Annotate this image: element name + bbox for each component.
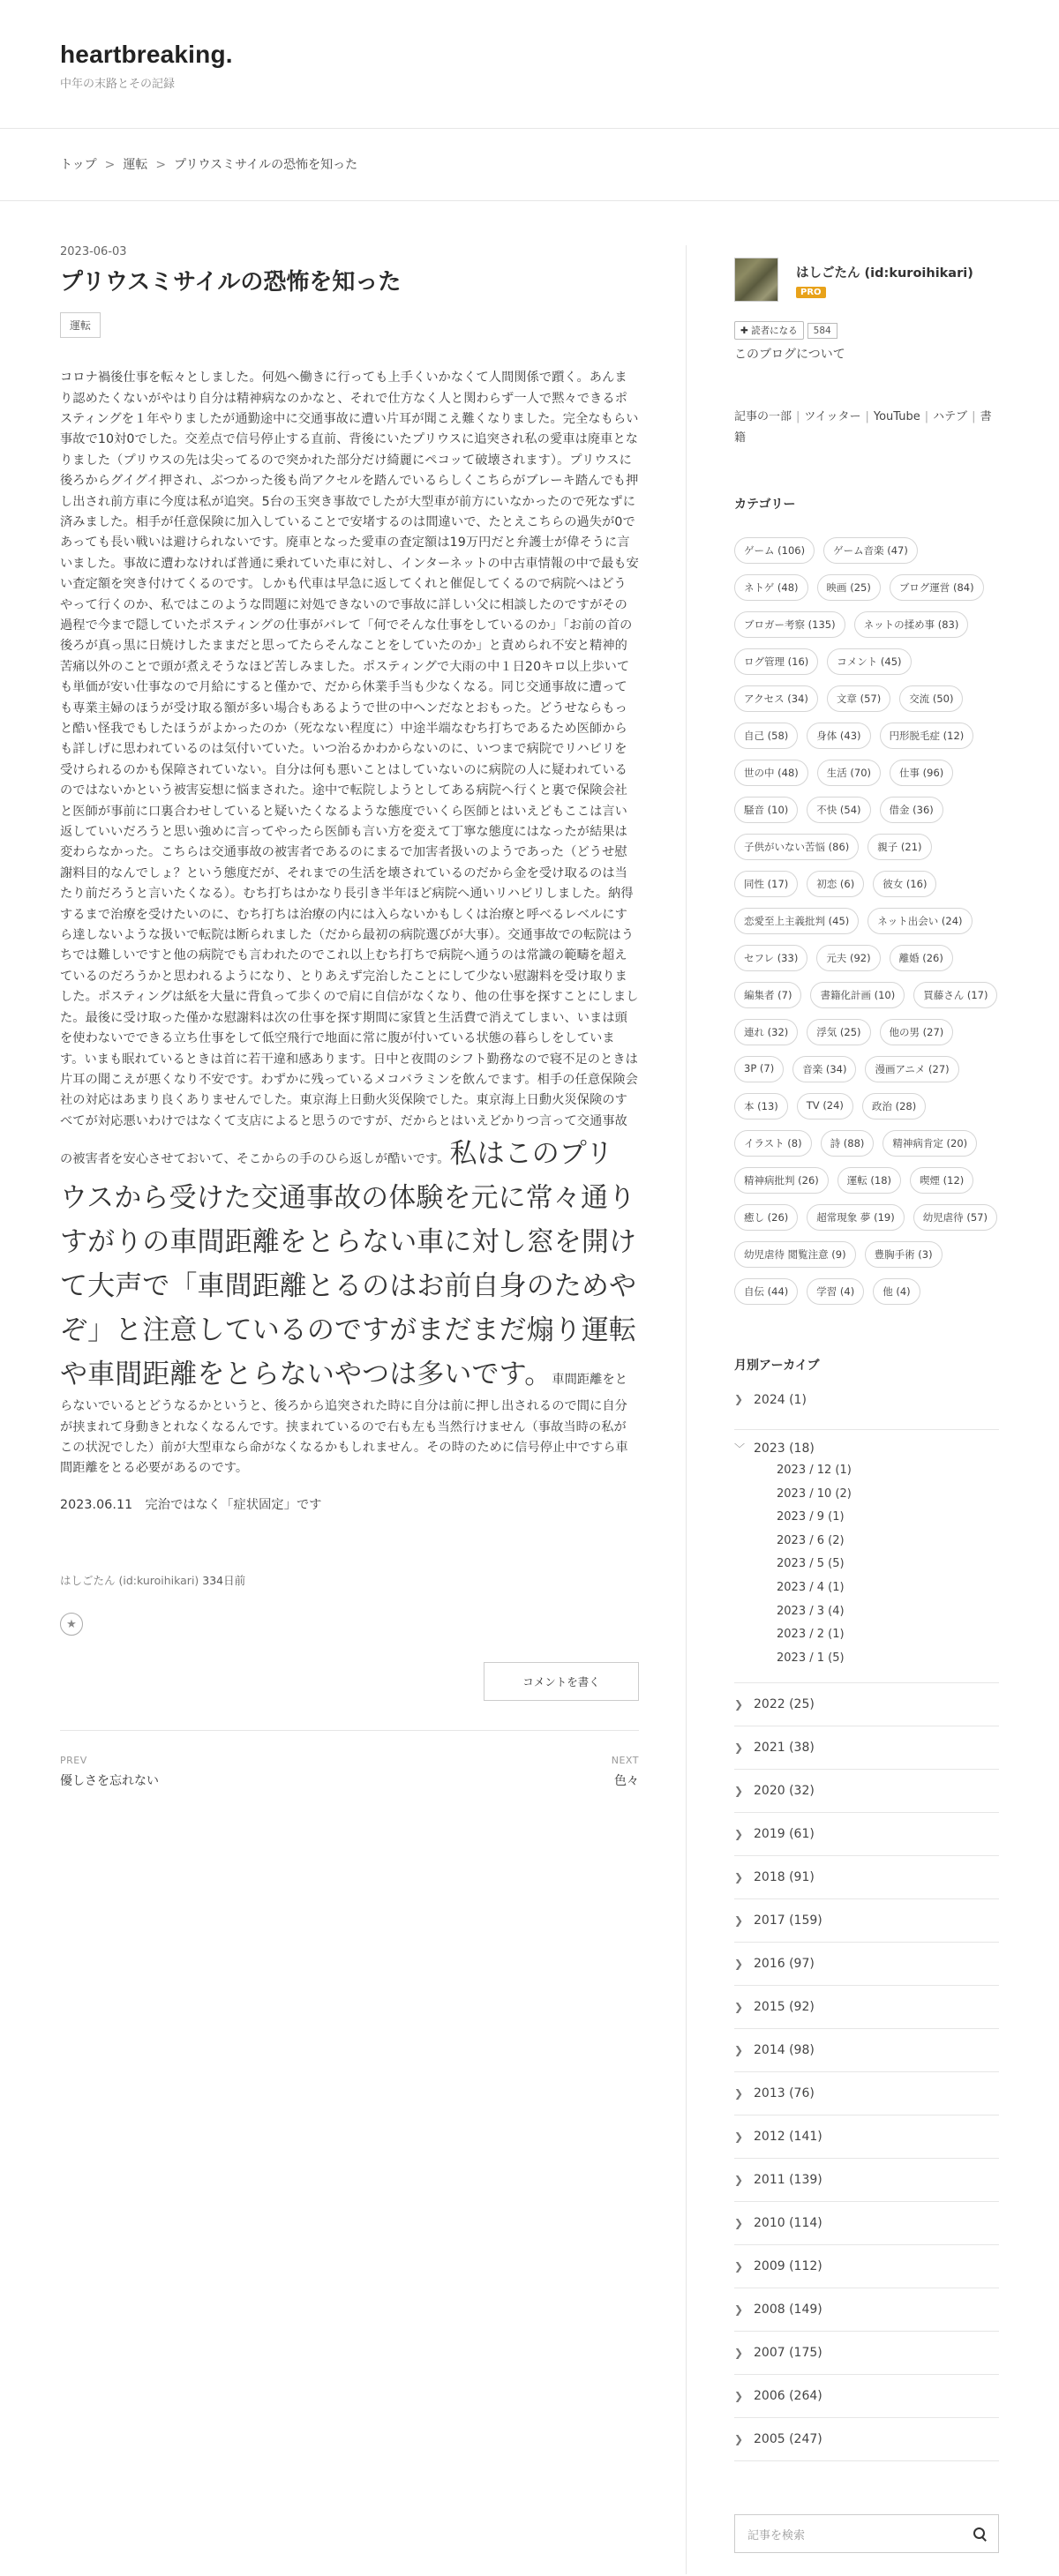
breadcrumb — [0, 129, 1059, 201]
profile-name[interactable]: はしごたん (id:kuroihikari) — [796, 266, 973, 281]
category-chip[interactable]: TV (24) — [797, 1093, 853, 1120]
archive-year-label[interactable]: 2016 (97) — [754, 1957, 815, 1972]
chevron-right-icon: ❯ — [734, 1958, 744, 1971]
chevron-right-icon: ❯ — [734, 1785, 744, 1798]
archive-year-label[interactable]: 2019 (61) — [754, 1827, 815, 1842]
archive-month[interactable]: 2023 / 10 (2) — [777, 1486, 852, 1501]
archive-year[interactable] — [734, 1726, 999, 1770]
category-chip[interactable]: アクセス (34) — [734, 685, 818, 712]
pager-prev-label: PREV — [60, 1755, 87, 1767]
article — [60, 245, 639, 1789]
avatar[interactable] — [734, 258, 778, 302]
archive-month[interactable]: 2023 / 1 (5) — [777, 1651, 845, 1665]
archive-year-label[interactable]: 2008 (149) — [754, 2303, 822, 2318]
category-chip[interactable]: 自己 (58) — [734, 723, 798, 749]
category-chip[interactable]: 身体 (43) — [807, 723, 870, 749]
archive-year-label[interactable]: 2010 (114) — [754, 2216, 822, 2231]
profile — [734, 258, 999, 302]
category-title: カテゴリー — [734, 498, 796, 512]
search-box[interactable] — [734, 2514, 999, 2553]
divider — [60, 1730, 639, 1731]
breadcrumb-top[interactable]: トップ — [60, 158, 97, 172]
category-chip[interactable]: 生活 (70) — [817, 760, 881, 786]
category-chip[interactable]: 運転 (18) — [837, 1167, 901, 1194]
post-category-tag[interactable]: 運転 — [60, 312, 101, 338]
entry-paragraph: コロナ禍後仕事を転々としました。何処へ働きに行っても上手くいかなくて人間関係で躓く。あんまり認めたくないがやはり自分は精神病なのかなと、それで仕方なく人と関わらず一人で黙々できるポスティングを１年やりましたが通勤途中に交通事故に遭い片耳が聞こえ難くなりました。完全なもらい事故で10対0でした。交差点で信号停止する直前、背後にいたプリウスに追突され私の愛車は廃車となりました（プリウスの先は尖ってるので突かれた部分だけ綺麗にペコッて破壊されます）。プリウスに後ろからグイグイ押され、ぶつかった後も尚アクセルを踏んでいるらしくこちらがブレーキ踏んでも押し出され前方車に今度は私が追突。5台の玉突き事故でしたが大型車が前方にいなかったので死なずに済みました。相手が任意保険に加入していることで安堵するのは間違いで、たとえこちらの過失が0であっても長い戦いは避けられないです。廃車となった愛車の査定額は19万円だと弁護士が偉そうに言いました。事故に遭わなければ普通に乗れていた車に対し、インターネットの中古車情報の中で最も安い査定額を突き付けてくるのです。しかも代車は早急に返してくれと催促してくるので病院へはどうやって行くのか、私ではこのような問題に対処できないので事故に詳しい父に相談したのですがその過程で今まで隠していたポスティングの仕事がバレて「何でそんな仕事をしているのか」「お前の首の後ろが真っ黒に日焼けしたままだと思ってたらそんなことをしていたのか」と責められ不安と精神的苦痛以外のことで頭が煮えそうなほど苦しみました。ポスティングで大雨の中１日20キロ以上歩いても単価が安い仕事なので月給にすると僅かで、だから休業手当も少なくなる。同じ交通事故に遭っても専業主婦のほうが受け取る額が多い場合もあるようで世の中ヘンだなとおもった。どうせならもっと酷い怪我でもしたほうがよかったのか（死なない程度に）中途半端なむち打ちであるため医師からも詳しげに思われているのは気付いていた。いつ治るかわからないのに、いつまで病院でリハビリを受けられるのかも保障されていない。自分は何も悪いことはしていないのに病院の人に疑われているのではないかという被害妄想に悩まされた。途中で転院しようとしてある病院へ行くと裏で保険会社と医師が事前に口裏合わせしていると疑いたくなるような態度でいくら医師とはいえどもここは言い返していいだろうと思い強めに言ってやったら医師も言い方を変えて丁寧な態度にはなったが結果は変わらなかった。こちらは交通事故の被害者であるのにまるで加害者扱いのようであった（どうせ慰謝料目的なんでしょ？という態度だが、それまでの生活を壊されているのだから金を受け取るのは当たり前だろうと言いたくなる）。むち打ちはかなり長引き半年ほど病院へ通いリハビリしました。納得するまで治療を受けたいのに、むち打ちは治療の内には入らないかもしくは治療と呼べるレベルにすら達しないような扱いで転院は断られました（だから最初の病院選びが大事）。交通事故での転院はうちでは難しいですと他の病院でも言われたのでこれ以上むち打ちで病院へ通うのは常識の範疇を超えているのだろうかと思われるようになり、とりあえず完治したことにして少ない慰謝料を受け取りました。ポスティングは紙を大量に背負って歩くので肩に自信がなくなり、他の仕事を探すことにしました。最後に受け取った僅かな慰謝料は次の仕事を探す期間に家賃と生活費で消えてしまい、いまは頭を使わないでできる立ち仕事をして低空飛行で地面に常に腹が付いている状態の暮らしをしています。いまも眠れているときは首に若干違和感あります。日中と夜間のシフト勤務なので寝不足のときは片耳の聞こえが悪くなり不安です。わずかに残っているメコバラミンを飲んでます。相手の任意保険会社の対応はあまり良くありませんでした。東京海上日動火災保険でした。東京海上日動火災保険のすべてが対応悪いわけではなくて支店によると思うのですが、だからとはいえどかりつ言って交通事故の被害者を安心させておいて、そこからの手のひら返しが酷いです。 — [60, 371, 639, 1167]
site-header — [0, 0, 1059, 129]
category-chip[interactable]: 連れ (32) — [734, 1019, 798, 1045]
archive-year[interactable] — [734, 2202, 999, 2245]
archive-year-label[interactable]: 2022 (25) — [754, 1697, 815, 1712]
category-chip[interactable]: ブログ運営 (84) — [890, 574, 984, 601]
category-chip[interactable]: ネットの揉め事 (83) — [854, 611, 969, 638]
reader-row — [734, 321, 999, 340]
chevron-right-icon: ❯ — [734, 2001, 744, 2014]
category-chip[interactable]: 音楽 (34) — [792, 1056, 856, 1082]
archive-month[interactable]: 2023 / 12 (1) — [777, 1464, 852, 1477]
category-chip[interactable]: 編集者 (7) — [734, 982, 801, 1008]
category-chip[interactable]: 世の中 (48) — [734, 760, 808, 786]
category-chip[interactable]: 学習 (4) — [807, 1278, 864, 1305]
archive-year-label[interactable]: 2023 (18) — [754, 1441, 815, 1456]
category-chip[interactable]: イラスト (8) — [734, 1130, 812, 1157]
pager — [60, 1755, 639, 1789]
chevron-right-icon: ❯ — [734, 1698, 744, 1711]
archive-year[interactable] — [734, 2375, 999, 2418]
category-chip[interactable]: 政治 (28) — [862, 1093, 926, 1120]
pager-next-title[interactable]: 色々 — [614, 1774, 639, 1789]
category-chip[interactable]: 自伝 (44) — [734, 1278, 798, 1305]
category-chip[interactable]: 映画 (25) — [817, 574, 881, 601]
category-chip[interactable]: ゲーム (106) — [734, 537, 815, 564]
link-item[interactable]: 記事の一部 — [734, 410, 792, 423]
category-chip[interactable]: 幼児虐待 (57) — [913, 1204, 997, 1231]
archive-year-label[interactable]: 2021 (38) — [754, 1741, 815, 1756]
category-chip[interactable]: 買藤さん (17) — [913, 982, 997, 1008]
category-chip[interactable]: ログ管理 (16) — [734, 648, 818, 675]
category-chip[interactable]: コメント (45) — [827, 648, 911, 675]
chevron-right-icon: ❯ — [734, 1741, 744, 1755]
category-chip[interactable]: 本 (13) — [734, 1093, 788, 1120]
about-link[interactable]: このブログについて — [734, 348, 845, 362]
category-chip[interactable]: 3P (7) — [734, 1056, 784, 1082]
category-chip[interactable]: 文章 (57) — [827, 685, 890, 712]
archive-year-label[interactable]: 2012 (141) — [754, 2130, 822, 2145]
category-chip[interactable]: ブロガー考察 (135) — [734, 611, 845, 638]
category-chip[interactable]: 書籍化計画 (10) — [810, 982, 905, 1008]
category-chip[interactable]: 超常現象 夢 (19) — [807, 1204, 904, 1231]
archive-years — [734, 1683, 999, 2461]
subscribe-button[interactable] — [734, 321, 804, 340]
category-chip[interactable]: 子供がいない苦悩 (86) — [734, 834, 859, 860]
archive-month[interactable]: 2023 / 6 (2) — [777, 1533, 845, 1547]
archive-month[interactable]: 2023 / 9 (1) — [777, 1510, 845, 1524]
archive-year[interactable] — [734, 1441, 999, 1456]
column-divider — [686, 245, 687, 2574]
site-title[interactable]: heartbreaking. — [60, 41, 233, 68]
archive-year[interactable] — [734, 1813, 999, 1856]
category-chip[interactable]: 交流 (50) — [899, 685, 963, 712]
link-item[interactable]: ツイッター — [804, 410, 861, 423]
pro-badge: PRO — [796, 287, 826, 298]
category-chip[interactable]: 初恋 (6) — [807, 871, 864, 897]
pager-prev-title[interactable]: 優しさを忘れない — [60, 1774, 159, 1789]
category-chip[interactable]: 詩 (88) — [821, 1130, 875, 1157]
category-chip[interactable]: 喫煙 (12) — [910, 1167, 973, 1194]
archive-year[interactable] — [734, 2159, 999, 2202]
category-chip[interactable]: 豊胸手術 (3) — [865, 1241, 943, 1268]
chevron-right-icon: ❯ — [734, 2130, 744, 2144]
category-chip[interactable]: 精神病批判 (26) — [734, 1167, 829, 1194]
category-chip[interactable]: ネット出会い (24) — [867, 908, 972, 934]
category-chip[interactable]: ネトゲ (48) — [734, 574, 808, 601]
chevron-right-icon: ❯ — [734, 2044, 744, 2057]
breadcrumb-separator: > — [155, 158, 167, 172]
archive-year-label[interactable]: 2011 (139) — [754, 2173, 822, 2188]
chevron-right-icon: ❯ — [734, 2174, 744, 2187]
category-chip[interactable]: 円形脱毛症 (12) — [880, 723, 974, 749]
chevron-right-icon: ❯ — [734, 2087, 744, 2100]
archive-year-label[interactable]: 2024 (1) — [754, 1393, 807, 1407]
category-chip[interactable]: 幼児虐待 閲覧注意 (9) — [734, 1241, 856, 1268]
search-input[interactable]: 記事を検索 — [747, 2528, 806, 2542]
archive-section — [734, 1356, 999, 2461]
archive-month[interactable]: 2023 / 2 (1) — [777, 1628, 845, 1642]
archive-months — [734, 1459, 999, 1670]
archive-year-label[interactable]: 2006 (264) — [754, 2389, 822, 2404]
archive-year-label[interactable]: 2020 (32) — [754, 1784, 815, 1799]
pager-next-label: NEXT — [611, 1755, 639, 1767]
archive-month[interactable]: 2023 / 3 (4) — [777, 1604, 845, 1618]
chevron-right-icon: ❯ — [734, 2433, 744, 2446]
site-description: 中年の末路とその記録 — [60, 78, 176, 91]
link-item[interactable]: YouTube — [873, 410, 920, 423]
archive-year[interactable] — [734, 1683, 999, 1726]
category-section — [734, 495, 999, 1305]
author-name[interactable]: はしごたん (id:kuroihikari) — [60, 1574, 199, 1588]
chevron-right-icon: ❯ — [734, 2260, 744, 2273]
category-chip[interactable]: 精神病肯定 (20) — [882, 1130, 977, 1157]
write-comment-button[interactable]: コメントを書く — [484, 1662, 639, 1701]
archive-year[interactable] — [734, 2245, 999, 2288]
breadcrumb-separator: > — [104, 158, 116, 172]
archive-year[interactable] — [734, 2072, 999, 2115]
category-chip[interactable]: セフレ (33) — [734, 945, 807, 971]
archive-year[interactable] — [734, 1856, 999, 1899]
content-wrap — [0, 201, 1059, 2574]
archive-year-label[interactable]: 2009 (112) — [754, 2259, 822, 2274]
chevron-down-icon: ﹀ — [734, 1442, 746, 1455]
pager-next[interactable] — [612, 1755, 639, 1789]
archive-year-label[interactable]: 2007 (175) — [754, 2346, 822, 2361]
archive-year[interactable] — [734, 2029, 999, 2072]
chevron-right-icon: ❯ — [734, 1914, 744, 1928]
post-date[interactable]: 2023-06-03 — [60, 245, 127, 258]
chevron-right-icon: ❯ — [734, 2347, 744, 2360]
chevron-right-icon: ❯ — [734, 2390, 744, 2403]
archive-year[interactable] — [734, 1986, 999, 2029]
chevron-right-icon: ❯ — [734, 2303, 744, 2317]
subscribe-label: 読者になる — [751, 326, 798, 336]
chevron-right-icon: ❯ — [734, 1828, 744, 1841]
category-chip[interactable]: 騒音 (10) — [734, 797, 798, 823]
entry-body — [60, 368, 639, 1516]
breadcrumb-current[interactable]: プリウスミサイルの恐怖を知った — [174, 158, 358, 172]
author-line — [60, 1572, 639, 1588]
category-chip[interactable]: 親子 (21) — [867, 834, 931, 860]
category-chip[interactable]: 不快 (54) — [807, 797, 870, 823]
category-chip[interactable]: 漫画アニメ (27) — [865, 1056, 958, 1082]
post-title[interactable]: プリウスミサイルの恐怖を知った — [60, 269, 402, 296]
archive-list — [734, 1393, 999, 2461]
add-star-icon[interactable]: ★ — [60, 1613, 83, 1636]
archive-year-label[interactable]: 2005 (247) — [754, 2432, 822, 2447]
archive-year-label[interactable]: 2015 (92) — [754, 2000, 815, 2015]
archive-year[interactable] — [734, 2288, 999, 2332]
breadcrumb-category[interactable]: 運転 — [123, 158, 148, 172]
category-chip[interactable]: 離婚 (26) — [890, 945, 953, 971]
search-icon[interactable] — [973, 2527, 986, 2540]
chevron-right-icon: ❯ — [734, 1393, 744, 1405]
category-chip[interactable]: 他の男 (27) — [880, 1019, 954, 1045]
archive-year[interactable] — [734, 2332, 999, 2375]
reader-count[interactable]: 584 — [807, 323, 837, 339]
archive-year[interactable] — [734, 2115, 999, 2159]
link-item[interactable]: ハテブ — [933, 410, 968, 423]
entry-paragraph: 車間距離をとらないでいるとどうなるかというと、後ろから追突された時に自分は前に押し出されるので間に自分が挟まれて身動きとれなくなるんです。挟まれているので右も左も当然行けません（事故当時の私がこの状況でした）前が大型車なら命がなくなるかもしれません。その時のために信号停止中ですら車間距離をとる必要があるのです。 — [60, 1373, 628, 1476]
category-chip[interactable]: 浮気 (25) — [807, 1019, 870, 1045]
pager-prev[interactable] — [60, 1755, 639, 1789]
entry-update-note: 2023.06.11 完治ではなく「症状固定」です — [60, 1497, 322, 1512]
archive-year[interactable] — [734, 1899, 999, 1943]
category-chip[interactable]: 元夫 (92) — [816, 945, 880, 971]
chevron-right-icon: ❯ — [734, 2217, 744, 2230]
archive-year-label[interactable]: 2017 (159) — [754, 1913, 822, 1928]
category-chip[interactable]: ゲーム音楽 (47) — [823, 537, 918, 564]
category-list — [734, 537, 999, 1305]
category-chip[interactable]: 同性 (17) — [734, 871, 798, 897]
archive-month[interactable]: 2023 / 4 (1) — [777, 1580, 845, 1594]
archive-year-label[interactable]: 2013 (76) — [754, 2086, 815, 2101]
post-ago[interactable]: 334日前 — [202, 1574, 246, 1588]
category-chip[interactable]: 彼女 (16) — [873, 871, 936, 897]
link-item[interactable]: 書籍 — [734, 410, 992, 445]
archive-month[interactable]: 2023 / 5 (5) — [777, 1557, 845, 1571]
entry-large-text: 私はこのプリウスから受けた交通事故の体験を元に常々通りすがりの車間距離をとらない車に対し窓を開けて大声で「車間距離とるのはお前自身のためやぞ」と注意しているのですがまだまだ煽り運転や車間距離をとらないやつは多いです。 — [60, 1138, 637, 1391]
archive-year-label[interactable]: 2018 (91) — [754, 1870, 815, 1885]
chevron-right-icon: ❯ — [734, 1871, 744, 1884]
category-chip[interactable]: 借金 (36) — [880, 797, 943, 823]
sidebar — [734, 258, 999, 2553]
profile-links: 記事の一部 | ツイッター | YouTube | ハテブ | 書籍 — [734, 410, 992, 445]
category-chip[interactable]: 癒し (26) — [734, 1204, 798, 1231]
archive-year[interactable] — [734, 1393, 999, 1430]
archive-year[interactable] — [734, 1770, 999, 1813]
archive-year-open — [734, 1430, 999, 1683]
category-chip[interactable]: 恋愛至上主義批判 (45) — [734, 908, 859, 934]
archive-year-label[interactable]: 2014 (98) — [754, 2043, 815, 2058]
archive-year[interactable] — [734, 1943, 999, 1986]
archive-title: 月別アーカイブ — [734, 1359, 820, 1373]
archive-year[interactable] — [734, 2418, 999, 2461]
plus-icon: ✚ — [740, 326, 752, 336]
category-chip[interactable]: 他 (4) — [873, 1278, 920, 1305]
category-chip[interactable]: 仕事 (96) — [890, 760, 953, 786]
